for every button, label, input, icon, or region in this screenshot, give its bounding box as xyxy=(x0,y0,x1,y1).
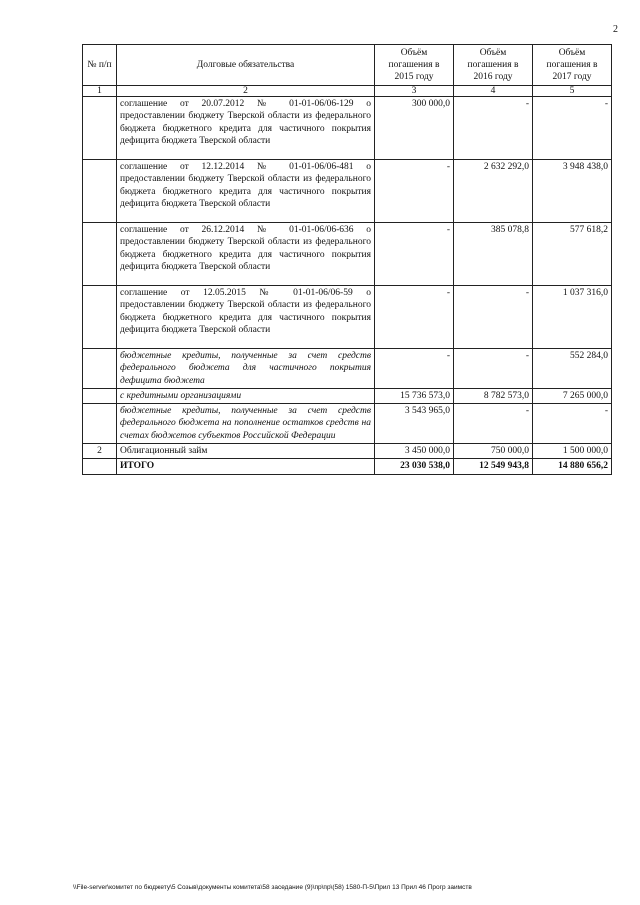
row-description: соглашение от 26.12.2014 № 01-01-06/06-636 о предоставлении бюджету Тверской области из федерального бюджета бюджетного кредита для частичного покрытия дефицита бюджета Тверской области xyxy=(117,223,375,286)
row-2017: 577 618,2 xyxy=(533,223,612,286)
row-2017: - xyxy=(533,404,612,444)
total-label: ИТОГО xyxy=(117,459,375,474)
row-2015: 300 000,0 xyxy=(375,97,454,160)
row-2015: - xyxy=(375,349,454,389)
row-description: бюджетные кредиты, полученные за счет средств федерального бюджета на пополнение остатков средств на счетах бюджетов субъектов Российской Федерации xyxy=(117,404,375,444)
total-2016: 12 549 943,8 xyxy=(454,459,533,474)
row-2016: 385 078,8 xyxy=(454,223,533,286)
row-num xyxy=(83,97,117,160)
row-num xyxy=(83,459,117,474)
row-num xyxy=(83,286,117,349)
row-2015: 3 450 000,0 xyxy=(375,444,454,459)
column-index: 1 xyxy=(83,86,117,97)
total-row xyxy=(83,459,612,474)
row-2016: 8 782 573,0 xyxy=(454,388,533,403)
row-2015: 15 736 573,0 xyxy=(375,388,454,403)
page-number: 2 xyxy=(613,24,618,35)
row-num xyxy=(83,388,117,403)
row-num: 2 xyxy=(83,444,117,459)
header-2016: Объём погашения в 2016 году xyxy=(454,45,533,86)
row-2016: - xyxy=(454,349,533,389)
header-num: № п/п xyxy=(83,45,117,86)
row-description: Облигационный займ xyxy=(117,444,375,459)
row-num xyxy=(83,160,117,223)
table-row xyxy=(83,97,612,160)
row-description: с кредитными организациями xyxy=(117,388,375,403)
header-2017: Объём погашения в 2017 году xyxy=(533,45,612,86)
column-index: 4 xyxy=(454,86,533,97)
row-2015: - xyxy=(375,286,454,349)
row-2016: 2 632 292,0 xyxy=(454,160,533,223)
row-description: соглашение от 12.05.2015 № 01-01-06/06-59 о предоставлении бюджету Тверской области из федерального бюджета бюджетного кредита для частичного покрытия дефицита бюджета Тверской области xyxy=(117,286,375,349)
debt-obligations-table xyxy=(82,44,612,475)
row-num xyxy=(83,223,117,286)
row-2016: - xyxy=(454,404,533,444)
row-2017: 3 948 438,0 xyxy=(533,160,612,223)
total-2017: 14 880 656,2 xyxy=(533,459,612,474)
row-2016: - xyxy=(454,286,533,349)
row-2017: 7 265 000,0 xyxy=(533,388,612,403)
row-num xyxy=(83,404,117,444)
table-row xyxy=(83,286,612,349)
column-index: 5 xyxy=(533,86,612,97)
total-2015: 23 030 538,0 xyxy=(375,459,454,474)
row-description: соглашение от 12.12.2014 № 01-01-06/06-481 о предоставлении бюджету Тверской области из федерального бюджета бюджетного кредита для частичного покрытия дефицита бюджета Тверской области xyxy=(117,160,375,223)
table-row xyxy=(83,349,612,389)
table-header-row xyxy=(83,45,612,86)
row-2016: - xyxy=(454,97,533,160)
header-2015: Объём погашения в 2015 году xyxy=(375,45,454,86)
row-2017: - xyxy=(533,97,612,160)
row-num xyxy=(83,349,117,389)
table-row xyxy=(83,444,612,459)
column-index-row xyxy=(83,86,612,97)
row-2015: - xyxy=(375,223,454,286)
column-index: 3 xyxy=(375,86,454,97)
table-row xyxy=(83,388,612,403)
row-2015: 3 543 965,0 xyxy=(375,404,454,444)
row-2017: 1 500 000,0 xyxy=(533,444,612,459)
table-row xyxy=(83,223,612,286)
row-description: соглашение от 20.07.2012 № 01-01-06/06-129 о предоставлении бюджету Тверской области из федерального бюджета бюджетного кредита для частичного покрытия дефицита бюджета Тверской области xyxy=(117,97,375,160)
row-2015: - xyxy=(375,160,454,223)
row-2017: 1 037 316,0 xyxy=(533,286,612,349)
table-row xyxy=(83,404,612,444)
table-row xyxy=(83,160,612,223)
column-index: 2 xyxy=(117,86,375,97)
file-path-footer: \\File-server\комитет по бюджету\5 Созыв\документы комитета\58 заседание (9)\пр\пр\(58) 1580-П-5\Прил 13 Прил 46 Прогр заимств xyxy=(73,884,472,891)
row-2017: 552 284,0 xyxy=(533,349,612,389)
header-obligations: Долговые обязательства xyxy=(117,45,375,86)
row-description: бюджетные кредиты, полученные за счет средств федерального бюджета для частичного покрытия дефицита бюджета xyxy=(117,349,375,389)
row-2016: 750 000,0 xyxy=(454,444,533,459)
